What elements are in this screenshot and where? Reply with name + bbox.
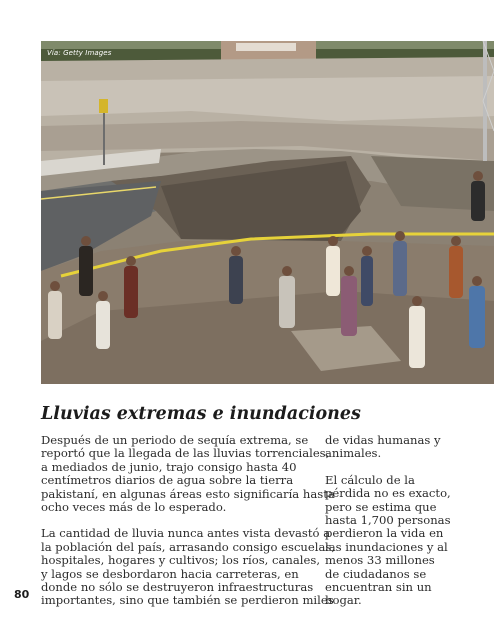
text-line: de ciudadanos se [325,566,427,581]
text-line: importantes, sino que también se perdieron miles [41,593,334,608]
text-line: donde no sólo se destruyeron infraestructuras [41,580,314,595]
text-line: reportó que la llegada de las lluvias torrenciales, [41,446,330,461]
text-line: animales. [325,446,382,461]
article-left-column [41,433,336,621]
photo-credit: Vía: Getty Images [47,49,112,57]
text-line: centímetros diarios de agua sobre la tierra [41,473,294,488]
text-line: hospitales, hogares y cultivos; los ríos, canales, [41,553,321,568]
article-paragraph [41,526,336,608]
text-line: y lagos se desbordaron hacia carreteras, en [41,566,299,581]
text-line: Después de un periodo de sequía extrema, se [41,433,309,447]
page-number: 80 [14,588,30,601]
text-line: las inundaciones y al [325,539,448,554]
article-paragraph [325,434,445,461]
article-paragraph [325,472,451,608]
text-line: menos 33 millones [325,553,435,568]
text-line: pakistaní, en algunas áreas esto significaría hasta [41,486,335,501]
text-line: de vidas humanas y [325,433,441,447]
text-line: pérdida no es exacto, [325,486,451,501]
text-line: pero se estima que [325,499,437,514]
text-line: perdieron la vida en [325,526,444,541]
flood-photo [41,41,494,384]
article-right-column [325,433,451,621]
text-line: a mediados de junio, trajo consigo hasta 40 [41,459,297,474]
flood-photo-illustration [41,41,494,384]
article-paragraph [41,433,335,515]
text-line: hogar. [325,593,362,608]
text-line: encuentran sin un [325,580,432,595]
text-line: hasta 1,700 personas [325,513,451,528]
text-line: El cálculo de la [325,472,415,487]
text-line: La cantidad de lluvia nunca antes vista devastó a [41,526,331,541]
text-line: la población del país, arrasando consigo escuelas, [41,539,336,554]
article-title: Lluvias extremas e inundaciones [41,404,361,424]
text-line: ocho veces más de lo esperado. [41,500,227,515]
